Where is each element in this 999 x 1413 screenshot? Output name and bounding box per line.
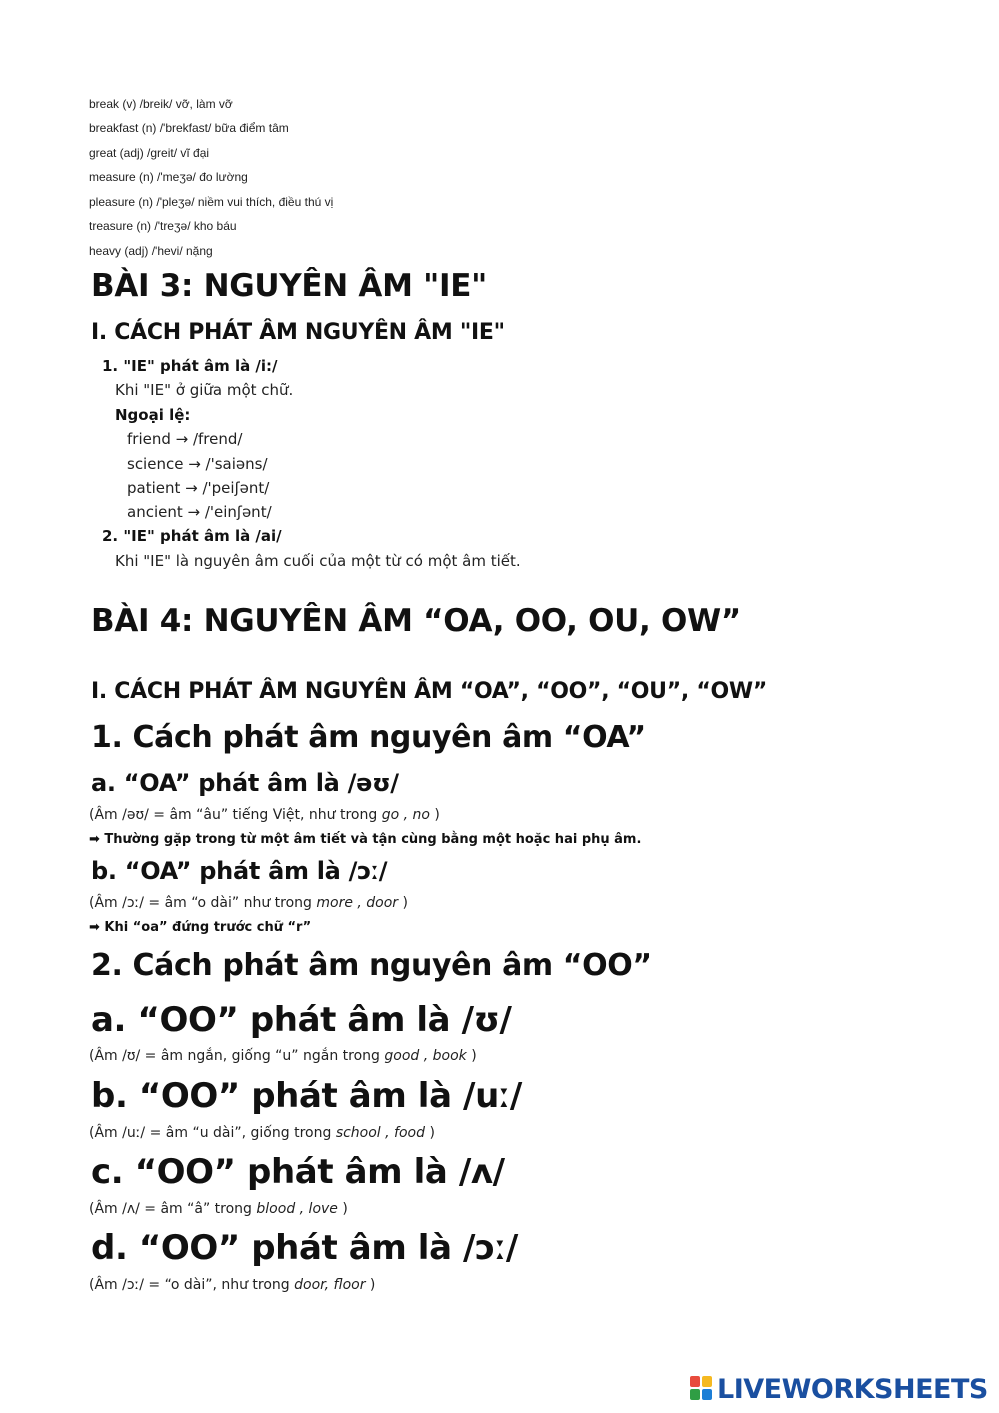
oa-a-rule: ➡ Thường gặp trong từ một âm tiết và tận cùng bằng một hoặc hai phụ âm.	[89, 832, 642, 847]
oa-a-note: (Âm /əʊ/ = âm “âu” tiếng Việt, như trong go , no )	[89, 807, 440, 823]
example-words: good , book	[384, 1048, 467, 1064]
lesson-3-section-heading: I. CÁCH PHÁT ÂM NGUYÊN ÂM "IE"	[91, 320, 505, 345]
oo-a-title: a. “OO” phát âm là /ʊ/	[91, 1000, 512, 1040]
oa-a-title: a. “OA” phát âm là /əʊ/	[91, 769, 399, 797]
example-words: go , no	[381, 807, 430, 823]
oo-d-note: (Âm /ɔː/ = “o dài”, như trong door, floor )	[89, 1277, 376, 1293]
lesson-4-section-heading: I. CÁCH PHÁT ÂM NGUYÊN ÂM “OA”, “OO”, “OU”, “OW”	[91, 679, 768, 704]
ie-rule-1-title: 1. "IE" phát âm là /i:/	[102, 357, 278, 375]
oa-b-rule: ➡ Khi “oa” đứng trước chữ “r”	[89, 920, 312, 935]
lesson-4-title: BÀI 4: NGUYÊN ÂM “OA, OO, OU, OW”	[91, 603, 742, 639]
exception-item: science → /'saiəns/	[127, 455, 268, 473]
vocab-item: measure (n) /'meʒə/ đo lường	[89, 170, 248, 184]
oo-c-title: c. “OO” phát âm là /ʌ/	[91, 1152, 505, 1192]
oa-heading: 1. Cách phát âm nguyên âm “OA”	[91, 720, 646, 755]
oo-c-note: (Âm /ʌ/ = âm “â” trong blood , love )	[89, 1201, 348, 1217]
oo-b-title: b. “OO” phát âm là /uː/	[91, 1076, 522, 1116]
vocab-item: break (v) /breik/ vỡ, làm vỡ	[89, 97, 233, 111]
oo-b-note: (Âm /uː/ = âm “u dài”, giống trong school , food )	[89, 1125, 435, 1141]
ie-rule-2-text: Khi "IE" là nguyên âm cuối của một từ có một âm tiết.	[115, 552, 521, 570]
exception-item: friend → /frend/	[127, 430, 243, 448]
oo-heading: 2. Cách phát âm nguyên âm “OO”	[91, 948, 652, 983]
vocab-item: breakfast (n) /'brekfast/ bữa điểm tâm	[89, 121, 289, 135]
exception-item: patient → /'peiʃənt/	[127, 479, 270, 497]
vocab-item: pleasure (n) /'pleʒə/ niềm vui thích, điều thú vị	[89, 195, 334, 209]
ie-rule-2-title: 2. "IE" phát âm là /ai/	[102, 527, 282, 545]
example-words: school , food	[335, 1125, 425, 1141]
example-words: door, floor	[294, 1277, 366, 1293]
vocab-item: heavy (adj) /'hevi/ nặng	[89, 244, 213, 258]
oa-b-title: b. “OA” phát âm là /ɔː/	[91, 857, 388, 885]
oo-a-note: (Âm /ʊ/ = âm ngắn, giống “u” ngắn trong good , book )	[89, 1048, 477, 1064]
oo-d-title: d. “OO” phát âm là /ɔː/	[91, 1228, 518, 1268]
ie-rule-1-text: Khi "IE" ở giữa một chữ.	[115, 381, 294, 399]
exception-label: Ngoại lệ:	[115, 406, 191, 424]
liveworksheets-logo	[690, 1372, 988, 1406]
vocab-item: treasure (n) /'treʒə/ kho báu	[89, 219, 237, 233]
vocab-item: great (adj) /greit/ vĩ đại	[89, 146, 210, 160]
example-words: blood , love	[256, 1201, 338, 1217]
logo-wordmark: LIVEWORKSHEETS	[717, 1373, 988, 1405]
lesson-3-title: BÀI 3: NGUYÊN ÂM "IE"	[91, 268, 487, 304]
oa-b-note: (Âm /ɔː/ = âm “o dài” như trong more , door )	[89, 895, 408, 911]
exception-item: ancient → /'einʃənt/	[127, 503, 272, 521]
example-words: more , door	[316, 895, 399, 911]
liveworksheets-logo-icon	[690, 1376, 714, 1402]
